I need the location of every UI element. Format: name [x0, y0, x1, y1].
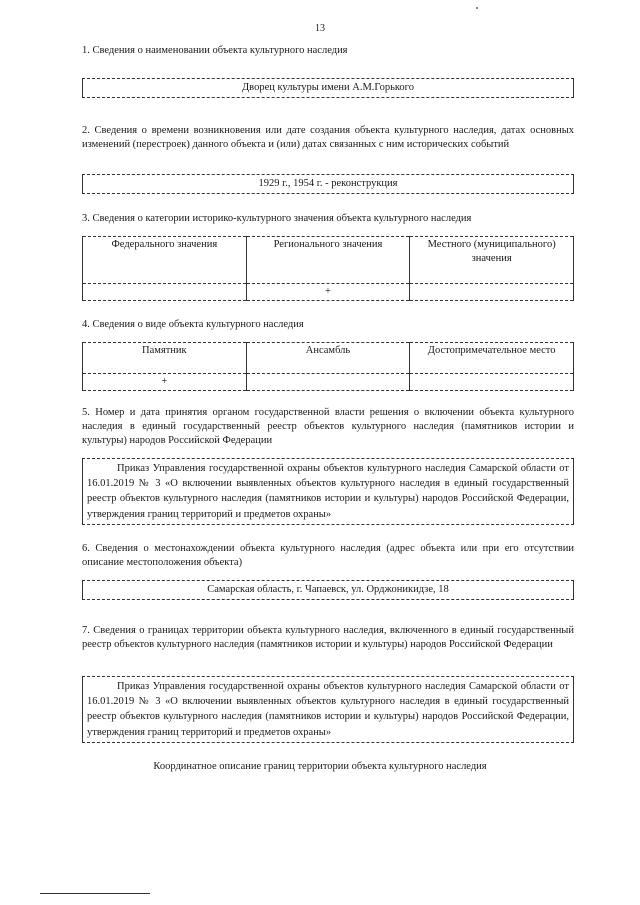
- type-monument-header: Памятник: [83, 343, 247, 374]
- section-1-value: Дворец культуры имени А.М.Горького: [82, 78, 574, 98]
- type-table: [82, 342, 574, 391]
- section-1-heading: 1. Сведения о наименовании объекта культурного наследия: [82, 45, 348, 56]
- type-mark-row: [83, 374, 574, 391]
- scan-speck: [476, 7, 478, 9]
- type-monument-mark: +: [83, 374, 247, 391]
- category-regional-mark: +: [246, 284, 410, 301]
- section-7-value: [82, 676, 574, 743]
- category-mark-row: [83, 284, 574, 301]
- section-2-heading: 2. Сведения о времени возникновения или дате создания объекта культурного наследия, датах основных изменений (перестроек) данного объекта и (или) датах связанных с ним исторических событий: [82, 125, 574, 151]
- category-federal-mark: [83, 284, 247, 301]
- type-landmark-mark: [410, 374, 574, 391]
- section-5-heading: 5. Номер и дата принятия органом государственной власти решения о включении объекта культурного наследия в единый государственный реестр объектов культурного наследия (памятников истории и культуры) народов Российской Федерации: [82, 407, 574, 447]
- coordinates-title: Координатное описание границ территории объекта культурного наследия: [153, 761, 487, 772]
- category-local-mark: [410, 284, 574, 301]
- section-5-value: [82, 458, 574, 525]
- section-2-value: 1929 г., 1954 г. - реконструкция: [82, 174, 574, 194]
- section-7-heading: 7. Сведения о границах территории объекта культурного наследия, включенного в единый государственный реестр объектов культурного наследия (памятников истории и культуры) народов Российской Федерации: [82, 625, 574, 651]
- type-landmark-header: Достопримечательное место: [410, 343, 574, 374]
- category-local-header: Местного (муниципального) значения: [410, 237, 574, 284]
- section-4-heading: 4. Сведения о виде объекта культурного наследия: [82, 319, 304, 330]
- section-7-text: Приказ Управления государственной охраны объектов культурного наследия Самарской области от 16.01.2019 № 3 «О включении выявленных объектов культурного наследия в единый государственный реестр объектов культурного наследия (памятников истории и культуры) народов Российской Федерации, утверждения границ территорий и предметов охраны»: [87, 681, 569, 738]
- type-ensemble-header: Ансамбль: [246, 343, 410, 374]
- category-table: [82, 236, 574, 301]
- section-5-text: Приказ Управления государственной охраны объектов культурного наследия Самарской области от 16.01.2019 № 3 «О включении выявленных объектов культурного наследия в единый государственный реестр объектов культурного наследия (памятников истории и культуры) народов Российской Федерации, утверждения границ территорий и предметов охраны»: [87, 463, 569, 520]
- type-header-row: [83, 343, 574, 374]
- category-regional-header: Регионального значения: [246, 237, 410, 284]
- category-header-row: [83, 237, 574, 284]
- type-ensemble-mark: [246, 374, 410, 391]
- page-number: 13: [315, 23, 325, 34]
- category-federal-header: Федерального значения: [83, 237, 247, 284]
- section-6-heading: 6. Сведения о местонахождении объекта культурного наследия (адрес объекта или при его отсутствии описание местоположения объекта): [82, 543, 574, 569]
- section-3-heading: 3. Сведения о категории историко-культурного значения объекта культурного наследия: [82, 213, 472, 224]
- section-6-value: Самарская область, г. Чапаевск, ул. Орджоникидзе, 18: [82, 580, 574, 600]
- footnote-rule: [40, 893, 150, 894]
